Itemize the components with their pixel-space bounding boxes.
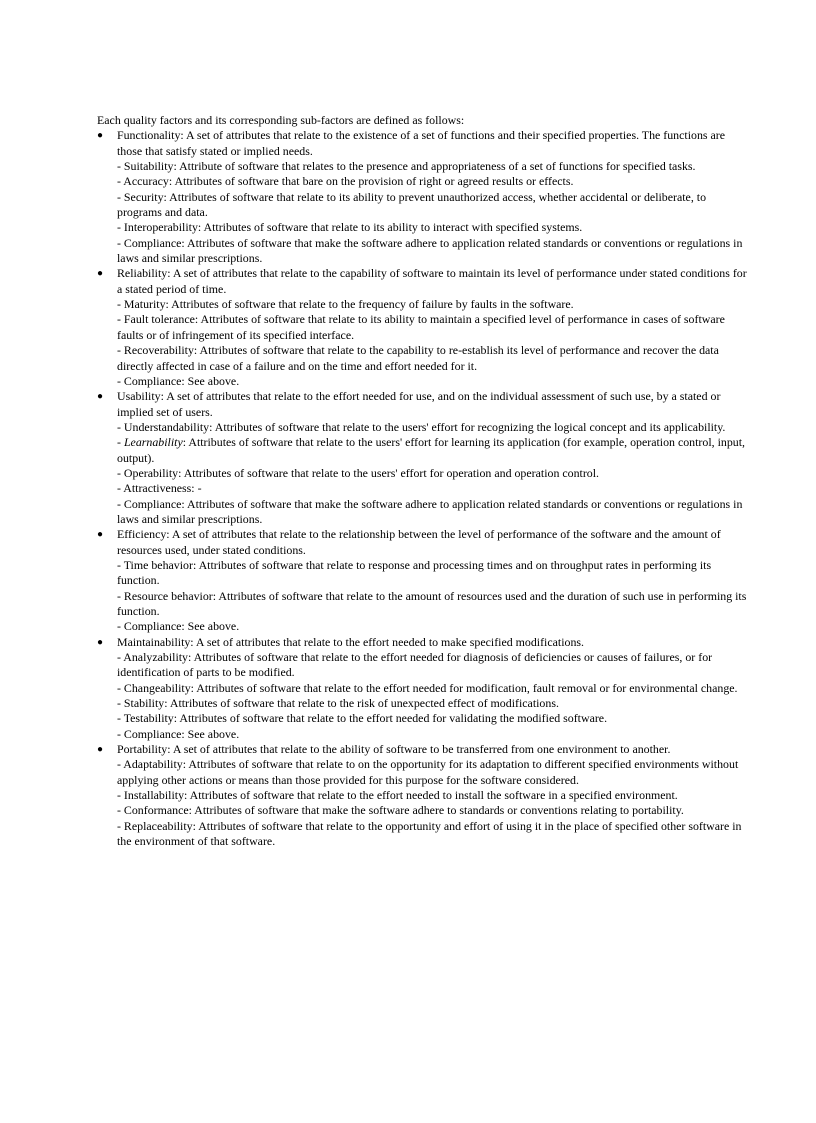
factor-definition: Efficiency: A set of attributes that relate to the relationship between the level of performance of the software and the amount of resources used, under stated conditions. (117, 527, 721, 557)
subfactor-maturity: - Maturity: Attributes of software that relate to the frequency of failure by faults in the software. (117, 297, 574, 312)
factor-portability (97, 742, 747, 849)
bullet-icon: ● (97, 268, 104, 280)
subfactor-description: : Attributes of software that relate to the users' effort for learning its application (for example, operation control, input, output). (117, 435, 745, 465)
subfactor-prefix: - (117, 435, 124, 450)
subfactor-recoverability: - Recoverability: Attributes of software that relate to the capability to re-establish its level of performance and recover the data directly affected in case of a failure and on the time and effort needed for it. (117, 343, 719, 373)
subfactor-compliance: - Compliance: Attributes of software that make the software adhere to application related standards or conventions or regulations in laws and similar prescriptions. (117, 235, 743, 266)
subfactor-compliance: - Compliance: See above. (117, 373, 240, 388)
subfactor-resource-behavior: - Resource behavior: Attributes of software that relate to the amount of resources used and the duration of such use in performing its function. (117, 588, 747, 618)
subfactor-accuracy: - Accuracy: Attributes of software that bare on the provision of right or agreed results or effects. (117, 174, 574, 189)
subfactor-compliance: - Compliance: Attributes of software that make the software adhere to application related standards or conventions or regulations in laws and similar prescriptions. (117, 496, 743, 526)
factor-definition: Maintainability: A set of attributes that relate to the effort needed to make specified modifications. (117, 634, 585, 649)
quality-factors-list (97, 128, 747, 849)
subfactor-suitability: - Suitability: Attribute of software that relates to the presence and appropriateness of a set of functions for specified tasks. (117, 159, 696, 174)
subfactor-stability: - Stability: Attributes of software that relate to the risk of unexpected effect of modifications. (117, 696, 559, 711)
factor-definition: Usability: A set of attributes that relate to the effort needed for use, and on the individual assessment of such use, by a stated or implied set of users. (117, 389, 721, 419)
subfactor-understandability: - Understandability: Attributes of software that relate to the users' effort for recognizing the logical concept and its applicability. (117, 419, 726, 434)
subfactor-attractiveness: - Attractiveness: - (117, 481, 202, 496)
subfactor-replaceability: - Replaceability: Attributes of software that relate to the opportunity and effort of using it in the place of specified other software in the environment of that software. (117, 818, 742, 849)
bullet-icon: ● (97, 636, 104, 648)
subfactor-conformance: - Conformance: Attributes of software that make the software adhere to standards or conventions relating to portability. (117, 803, 684, 818)
factor-functionality (97, 128, 747, 266)
factor-usability (97, 389, 747, 527)
subfactor-security: - Security: Attributes of software that relate to its ability to prevent unauthorized access, whether accidental or deliberate, to programs and data. (117, 189, 707, 220)
subfactor-interoperability: - Interoperability: Attributes of software that relate to its ability to interact with specified systems. (117, 220, 583, 235)
subfactor-name: Learnability (123, 435, 183, 450)
subfactor-changeability: - Changeability: Attributes of software that relate to the effort needed for modification, fault removal or for environmental change. (117, 680, 738, 695)
bullet-icon: ● (97, 130, 104, 142)
document-body (97, 113, 747, 850)
factor-definition: Functionality: A set of attributes that relate to the existence of a set of functions and their specified properties. The functions are those that satisfy stated or implied needs. (117, 128, 726, 158)
subfactor-analyzability: - Analyzability: Attributes of software that relate to the effort needed for diagnosis of deficiencies or causes of failures, or for identification of parts to be modified. (117, 650, 713, 680)
subfactor-learnability (117, 435, 747, 466)
factor-definition: Portability: A set of attributes that relate to the ability of software to be transferred from one environment to another. (117, 742, 671, 757)
factor-reliability (97, 266, 747, 389)
bullet-icon: ● (97, 391, 104, 403)
subfactor-compliance: - Compliance: See above. (117, 726, 240, 741)
subfactor-time-behavior: - Time behavior: Attributes of software that relate to response and processing times and on throughput rates in performing its function. (117, 557, 712, 588)
subfactor-compliance: - Compliance: See above. (117, 619, 240, 634)
intro-paragraph: Each quality factors and its corresponding sub-factors are defined as follows: (97, 113, 465, 127)
bullet-icon: ● (97, 744, 104, 756)
factor-maintainability (97, 635, 747, 742)
subfactor-testability: - Testability: Attributes of software that relate to the effort needed for validating the modified software. (117, 711, 608, 726)
subfactor-adaptability: - Adaptability: Attributes of software that relate to on the opportunity for its adaptation to different specified environments without applying other actions or means than those provided for this purpose for the software considered. (117, 757, 739, 787)
subfactor-fault-tolerance: - Fault tolerance: Attributes of software that relate to its ability to maintain a specified level of performance in cases of software faults or of infringement of its specified interface. (117, 312, 725, 342)
factor-definition: Reliability: A set of attributes that relate to the capability of software to maintain its level of performance under stated conditions for a stated period of time. (117, 266, 747, 296)
bullet-icon: ● (97, 529, 104, 541)
subfactor-operability: - Operability: Attributes of software that relate to the users' effort for operation and operation control. (117, 465, 600, 480)
factor-efficiency (97, 527, 747, 634)
subfactor-installability: - Installability: Attributes of software that relate to the effort needed to install the software in a specified environment. (117, 788, 678, 803)
